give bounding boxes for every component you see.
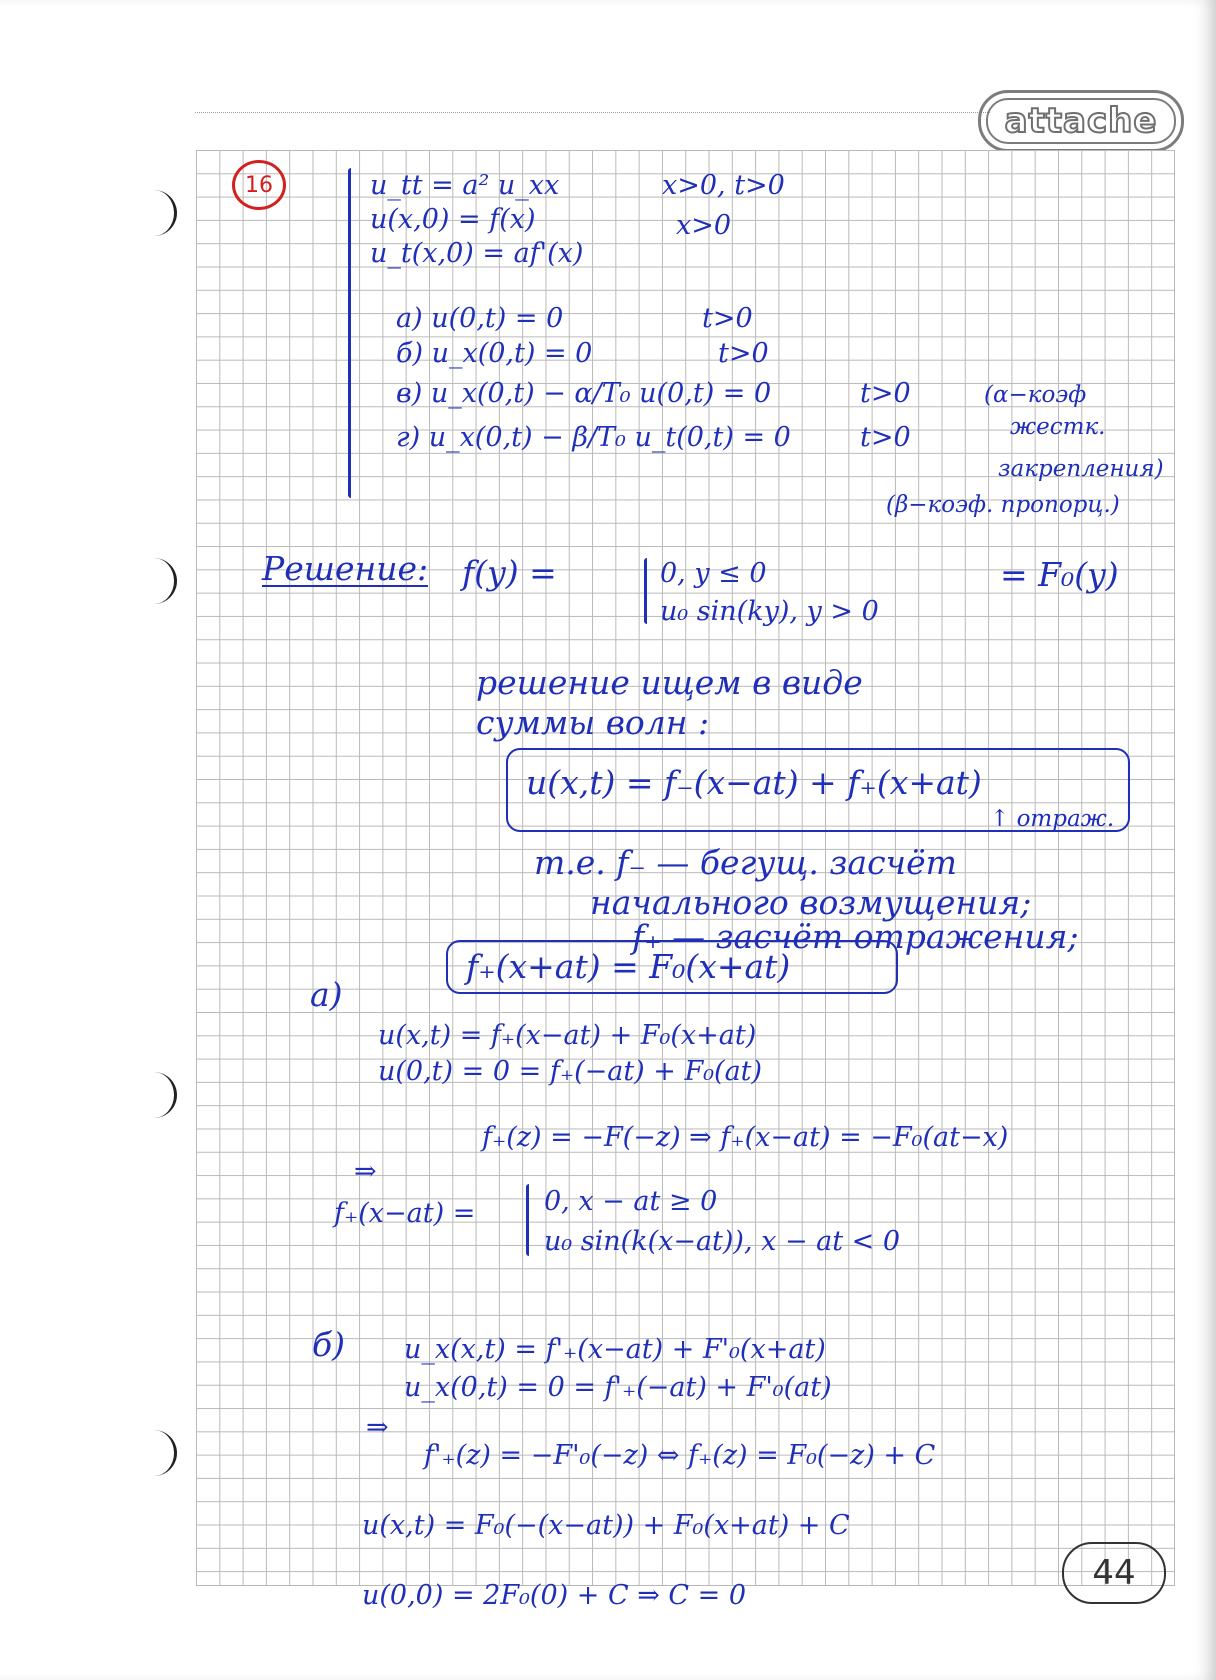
part-a-piece-1: 0, x − at ≥ 0 bbox=[544, 1186, 718, 1217]
f-plus-formula: f₊(x+at) = F₀(x+at) bbox=[466, 947, 791, 986]
boundary-case-a-cond: t>0 bbox=[702, 303, 753, 334]
part-a-label: a) bbox=[310, 975, 343, 1014]
part-b-line-4: u(x,t) = F₀(−(x−at)) + F₀(x+at) + C bbox=[362, 1510, 850, 1541]
equals-F0: = F₀(y) bbox=[1000, 555, 1119, 594]
attache-logo bbox=[978, 90, 1184, 152]
binder-hole-2 bbox=[150, 558, 177, 604]
part-a-arrow: ⇒ bbox=[354, 1156, 377, 1187]
header-rule bbox=[195, 112, 990, 113]
part-a-line-3: f₊(z) = −F(−z) ⇒ f₊(x−at) = −F₀(at−x) bbox=[482, 1122, 1009, 1153]
piecewise-brace bbox=[644, 558, 647, 624]
part-b-line-5: u(0,0) = 2F₀(0) + C ⇒ C = 0 bbox=[362, 1580, 747, 1611]
initial-condition-2: u_t(x,0) = af'(x) bbox=[370, 238, 584, 269]
problem-number-badge: 16 bbox=[232, 160, 286, 210]
boundary-case-g-cond: t>0 bbox=[860, 422, 911, 453]
page-number-badge: 44 bbox=[1062, 1542, 1166, 1604]
solution-label: Решение: bbox=[262, 549, 429, 588]
boundary-case-a: a) u(0,t) = 0 bbox=[396, 303, 564, 334]
logo-text: attache bbox=[986, 98, 1176, 144]
part-b-line-1: u_x(x,t) = f'₊(x−at) + F'₀(x+at) bbox=[404, 1334, 826, 1365]
part-b-line-3: f'₊(z) = −F'₀(−z) ⇔ f₊(z) = F₀(−z) + C bbox=[424, 1440, 936, 1471]
boundary-case-v: в) u_x(0,t) − α/T₀ u(0,t) = 0 bbox=[396, 378, 772, 409]
part-b-label: б) bbox=[312, 1325, 346, 1364]
part-a-brace bbox=[526, 1184, 529, 1256]
equation-wave: u_tt = a² u_xx bbox=[370, 170, 560, 201]
reflection-note: ↑ отраж. bbox=[990, 806, 1115, 832]
f-piece-2: u₀ sin(ky), y > 0 bbox=[660, 596, 879, 627]
note-alpha-line3: закрепления) bbox=[998, 456, 1164, 482]
boundary-case-v-cond: t>0 bbox=[860, 378, 911, 409]
part-a-line-2: u(0,t) = 0 = f₊(−at) + F₀(at) bbox=[378, 1056, 763, 1087]
system-brace bbox=[348, 168, 351, 498]
binder-hole-3 bbox=[150, 1072, 177, 1118]
solution-text-5: f₊ — засчёт отражения; bbox=[632, 917, 1079, 956]
f-definition: f(y) = bbox=[462, 553, 557, 592]
note-beta: (β−коэф. пропорц.) bbox=[886, 492, 1120, 518]
binder-hole-4 bbox=[150, 1430, 177, 1476]
part-a-piecewise-lhs: f₊(x−at) = bbox=[334, 1198, 476, 1229]
part-b-arrow: ⇒ bbox=[366, 1412, 389, 1443]
solution-text-4: начального возмущения; bbox=[590, 883, 1032, 922]
boundary-case-b-cond: t>0 bbox=[718, 338, 769, 369]
solution-text-1: решение ищем в виде bbox=[476, 663, 863, 702]
part-a-line-1: u(x,t) = f₊(x−at) + F₀(x+at) bbox=[378, 1020, 757, 1051]
part-a-piece-2: u₀ sin(k(x−at)), x − at < 0 bbox=[544, 1226, 901, 1257]
part-b-line-2: u_x(0,t) = 0 = f'₊(−at) + F'₀(at) bbox=[404, 1372, 832, 1403]
binder-hole-1 bbox=[150, 190, 177, 236]
note-alpha-line1: (α−коэф bbox=[984, 382, 1087, 408]
f-piece-1: 0, y ≤ 0 bbox=[660, 558, 767, 589]
solution-text-2: суммы волн : bbox=[476, 703, 710, 742]
solution-text-3: т.е. f₋ — бегущ. засчёт bbox=[534, 843, 957, 882]
initial-condition-1: u(x,0) = f(x) bbox=[370, 204, 536, 235]
boundary-case-g: г) u_x(0,t) − β/T₀ u_t(0,t) = 0 bbox=[396, 422, 791, 453]
initial-condition-1-domain: x>0 bbox=[676, 210, 732, 241]
equation-wave-condition: x>0, t>0 bbox=[662, 170, 785, 201]
wave-sum-formula: u(x,t) = f₋(x−at) + f₊(x+at) bbox=[526, 763, 982, 802]
boundary-case-b: б) u_x(0,t) = 0 bbox=[396, 338, 593, 369]
note-alpha-line2: жестк. bbox=[1010, 414, 1106, 440]
